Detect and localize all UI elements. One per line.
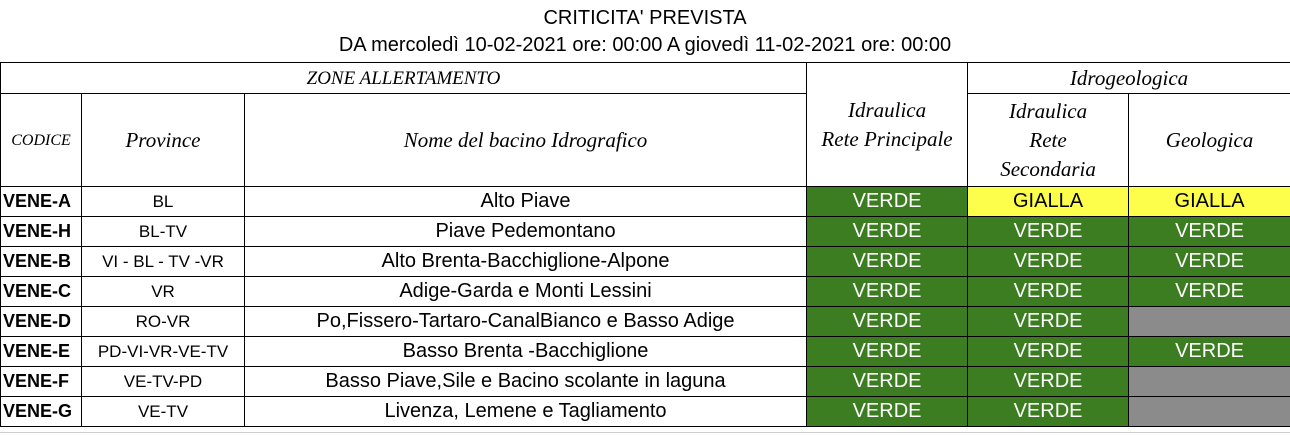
table-row xyxy=(1,217,1290,247)
idraulica-principale-line1: Idraulica xyxy=(847,97,927,122)
geologica-level-cell xyxy=(1129,367,1290,397)
table-row xyxy=(1,397,1290,427)
idraulica-secondaria-level-cell: VERDE xyxy=(968,397,1129,427)
geologica-header: Geologica xyxy=(1129,94,1290,187)
idraulica-principale-level-cell: VERDE xyxy=(807,307,968,337)
idraulica-secondaria-level-cell: VERDE xyxy=(968,337,1129,367)
basin-name-cell: Livenza, Lemene e Tagliamento xyxy=(245,397,807,427)
bacino-header: Nome del bacino Idrografico xyxy=(245,94,807,187)
zone-code-cell: VENE-B xyxy=(1,247,82,277)
idraulica-principale-header xyxy=(807,63,968,187)
idraulica-secondaria-level-cell: GIALLA xyxy=(968,187,1129,217)
idraulica-secondaria-line1: Idraulica xyxy=(1008,98,1088,123)
zone-code-cell: VENE-E xyxy=(1,337,82,367)
zone-code-cell: VENE-D xyxy=(1,307,82,337)
idrogeologica-header: Idrogeologica xyxy=(968,63,1290,94)
zone-code-cell: VENE-G xyxy=(1,397,82,427)
zone-code-cell: VENE-H xyxy=(1,217,82,247)
geologica-level-cell: VERDE xyxy=(1129,337,1290,367)
zone-code-cell: VENE-F xyxy=(1,367,82,397)
idraulica-principale-line2: Rete Principale xyxy=(821,126,953,151)
province-cell: VR xyxy=(82,277,245,307)
table-row xyxy=(1,277,1290,307)
idraulica-secondaria-line3: Secondaria xyxy=(1000,156,1096,181)
table-row xyxy=(1,187,1290,217)
table-row xyxy=(1,337,1290,367)
idraulica-secondaria-header xyxy=(968,94,1129,187)
table-row xyxy=(1,307,1290,337)
geologica-level-cell: VERDE xyxy=(1129,277,1290,307)
province-cell: VE-TV-PD xyxy=(82,367,245,397)
idraulica-principale-level-cell: VERDE xyxy=(807,367,968,397)
table-row xyxy=(1,367,1290,397)
basin-name-cell: Basso Piave,Sile e Bacino scolante in laguna xyxy=(245,367,807,397)
idraulica-principale-level-cell: VERDE xyxy=(807,247,968,277)
zone-allertamento-header: ZONE ALLERTAMENTO xyxy=(1,63,807,94)
zone-code-cell: VENE-A xyxy=(1,187,82,217)
alert-table xyxy=(0,62,1290,427)
zone-code-cell: VENE-C xyxy=(1,277,82,307)
table-row xyxy=(1,247,1290,277)
province-cell: RO-VR xyxy=(82,307,245,337)
idraulica-secondaria-level-cell: VERDE xyxy=(968,247,1129,277)
province-header: Province xyxy=(82,94,245,187)
report-title: CRITICITA' PREVISTA xyxy=(543,7,747,29)
province-cell: PD-VI-VR-VE-TV xyxy=(82,337,245,367)
basin-name-cell: Alto Piave xyxy=(245,187,807,217)
basin-name-cell: Basso Brenta -Bacchiglione xyxy=(245,337,807,367)
idraulica-principale-level-cell: VERDE xyxy=(807,337,968,367)
province-cell: BL xyxy=(82,187,245,217)
idraulica-secondaria-level-cell: VERDE xyxy=(968,217,1129,247)
report-period: DA mercoledì 10-02-2021 ore: 00:00 A giovedì 11-02-2021 ore: 00:00 xyxy=(338,34,952,56)
province-cell: BL-TV xyxy=(82,217,245,247)
idraulica-secondaria-level-cell: VERDE xyxy=(968,367,1129,397)
province-cell: VE-TV xyxy=(82,397,245,427)
bottom-divider xyxy=(0,432,1290,433)
basin-name-cell: Adige-Garda e Monti Lessini xyxy=(245,277,807,307)
province-cell: VI - BL - TV -VR xyxy=(82,247,245,277)
idraulica-principale-level-cell: VERDE xyxy=(807,277,968,307)
basin-name-cell: Po,Fissero-Tartaro-CanalBianco e Basso Adige xyxy=(245,307,807,337)
geologica-level-cell: VERDE xyxy=(1129,247,1290,277)
basin-name-cell: Alto Brenta-Bacchiglione-Alpone xyxy=(245,247,807,277)
geologica-level-cell: VERDE xyxy=(1129,217,1290,247)
idraulica-secondaria-level-cell: VERDE xyxy=(968,277,1129,307)
idraulica-secondaria-line2: Rete xyxy=(1029,127,1067,152)
basin-name-cell: Piave Pedemontano xyxy=(245,217,807,247)
geologica-level-cell: GIALLA xyxy=(1129,187,1290,217)
codice-header: CODICE xyxy=(1,94,82,187)
idraulica-secondaria-level-cell: VERDE xyxy=(968,307,1129,337)
idraulica-principale-level-cell: VERDE xyxy=(807,397,968,427)
geologica-level-cell xyxy=(1129,307,1290,337)
geologica-level-cell xyxy=(1129,397,1290,427)
idraulica-principale-level-cell: VERDE xyxy=(807,187,968,217)
idraulica-principale-level-cell: VERDE xyxy=(807,217,968,247)
